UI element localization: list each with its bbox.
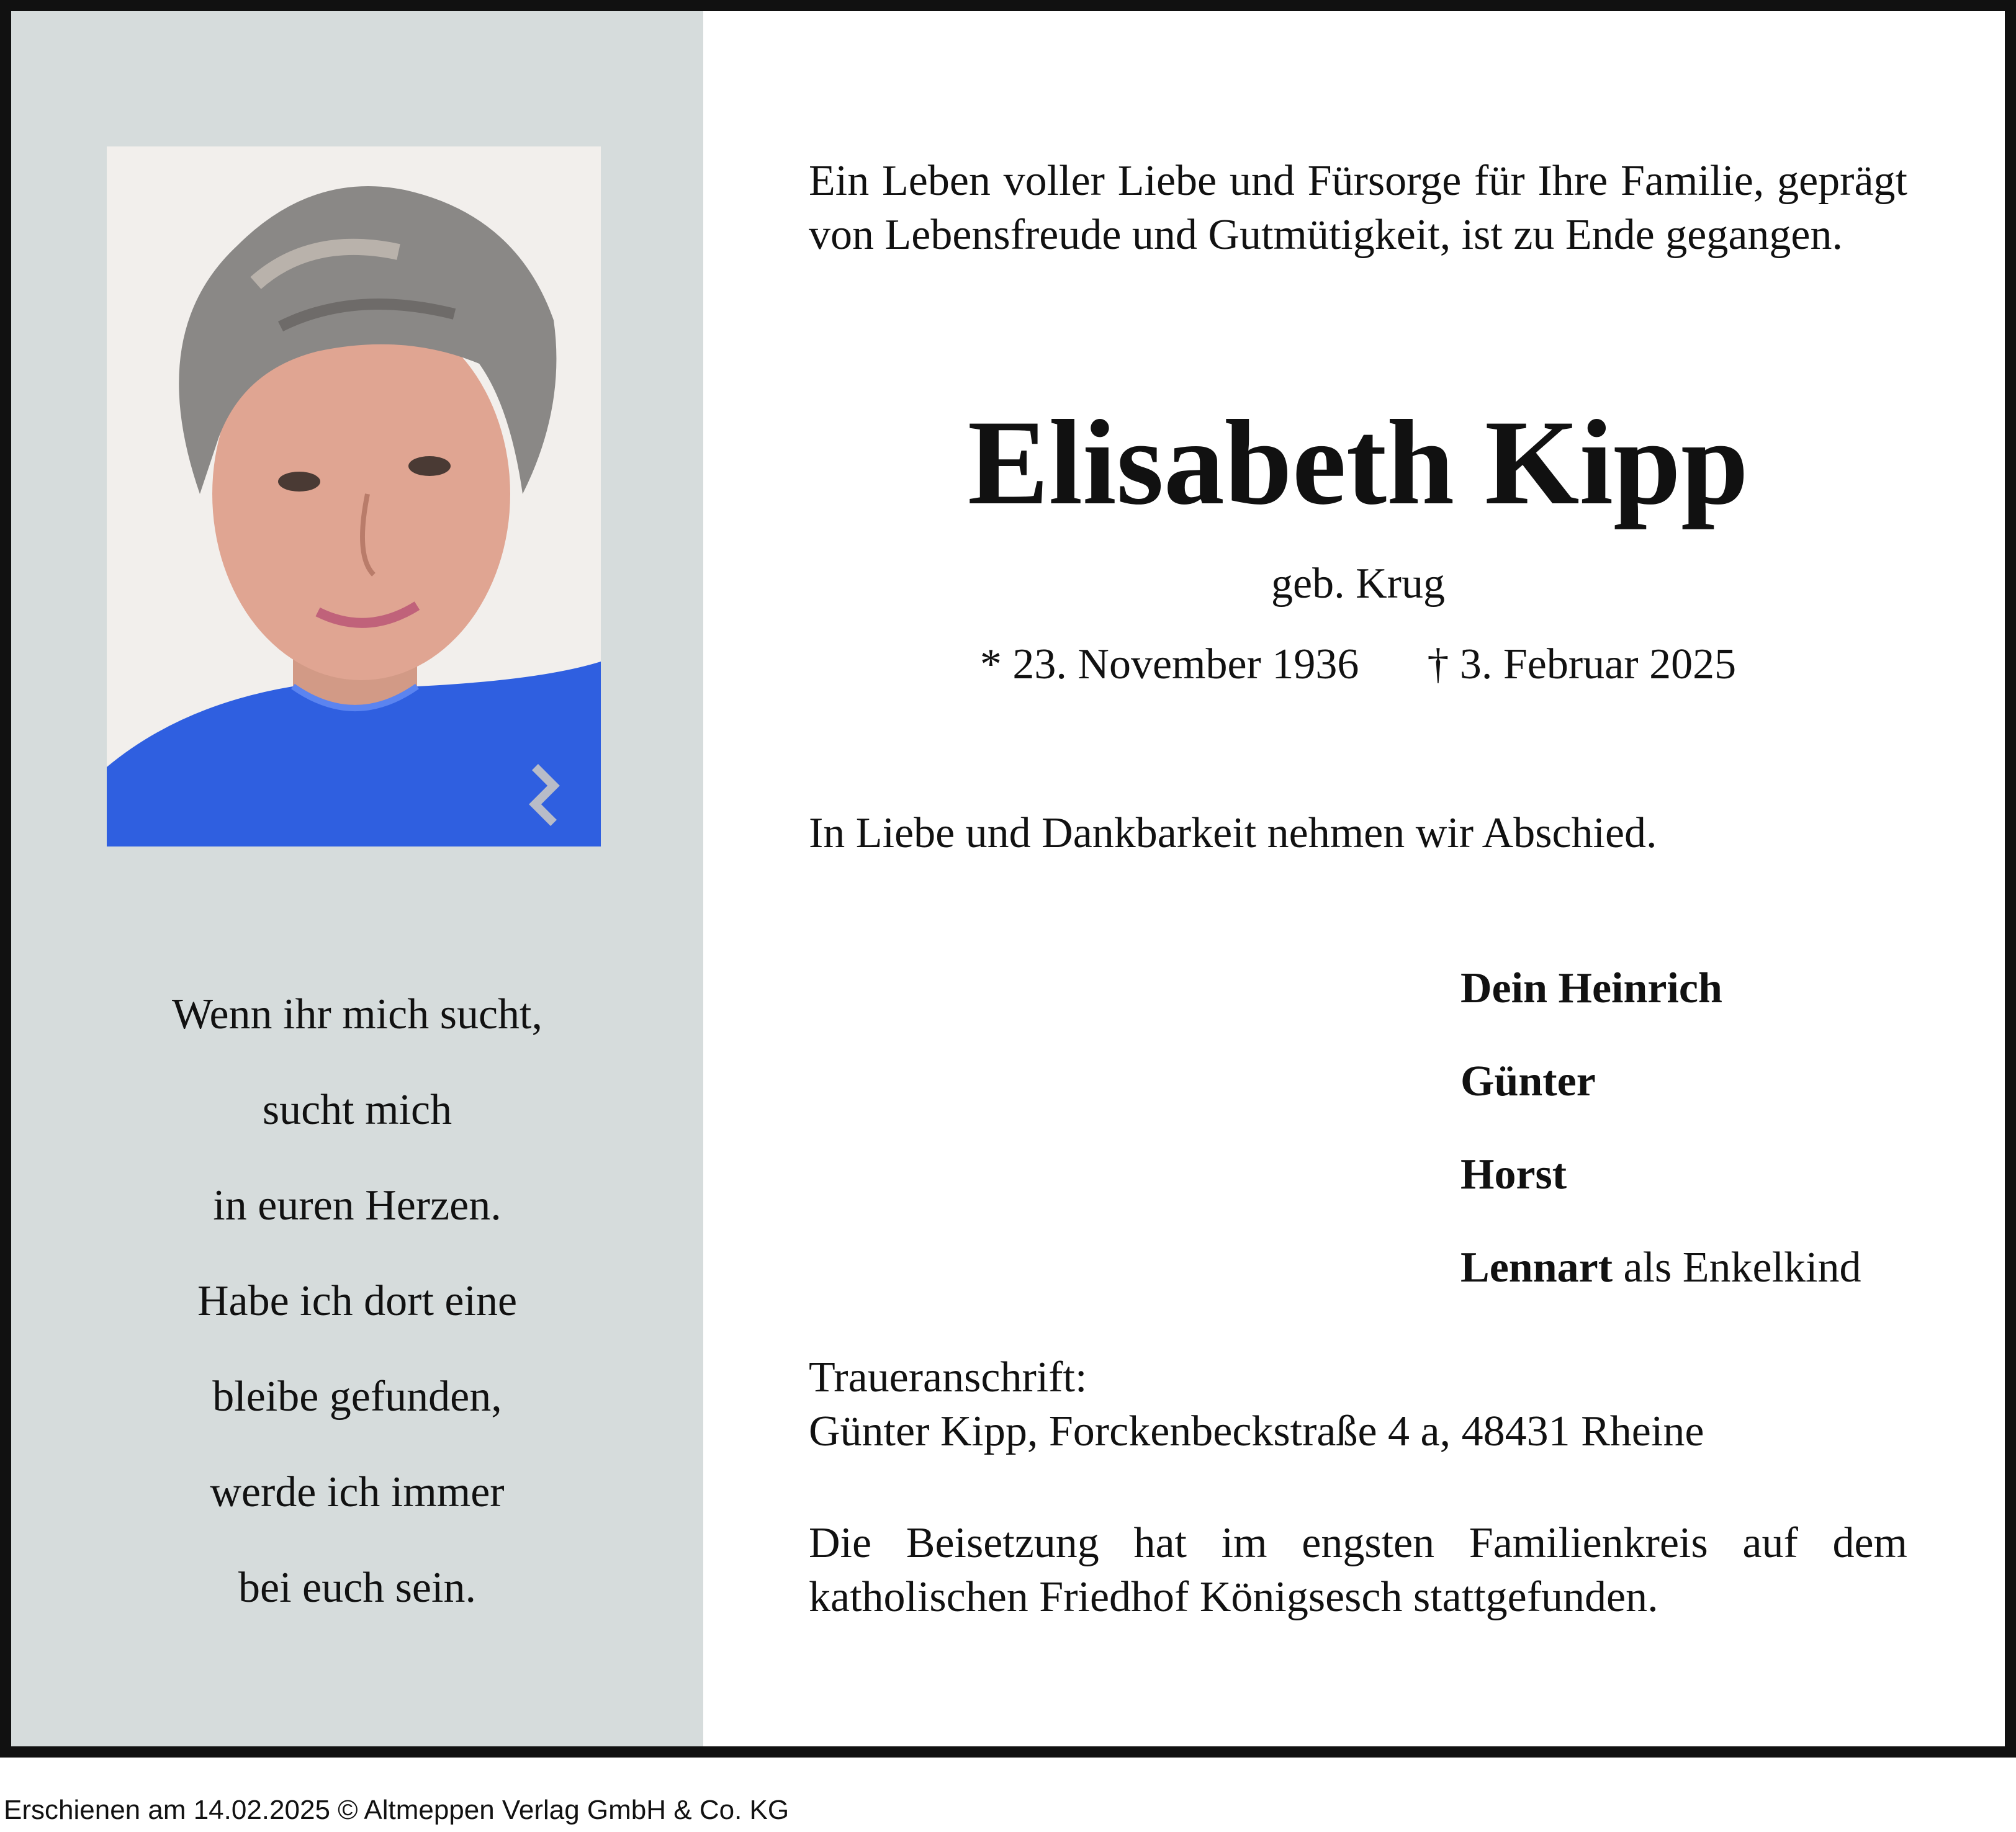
- family-list: [1460, 942, 1861, 1314]
- family-member-note: als Enkelkind: [1623, 1244, 1861, 1291]
- portrait-photo: [107, 146, 601, 846]
- poem-line: in euren Herzen.: [213, 1182, 502, 1229]
- poem: [11, 967, 703, 1636]
- family-member-name: Horst: [1460, 1151, 1567, 1198]
- poem-line: Habe ich dort eine: [197, 1277, 518, 1325]
- right-column: [809, 11, 1926, 1746]
- poem-line: bei euch sein.: [238, 1564, 476, 1612]
- maiden-name: geb. Krug: [1271, 560, 1445, 608]
- family-member-name: Günter: [1460, 1057, 1596, 1105]
- family-member-name: Lennart: [1460, 1244, 1613, 1291]
- deceased-name: Elisabeth Kipp: [967, 395, 1749, 530]
- left-panel: [11, 11, 703, 1746]
- mourning-address: [809, 1350, 1704, 1458]
- birth-date: * 23. November 1936: [979, 640, 1359, 688]
- farewell-text: In Liebe und Dankbarkeit nehmen wir Abschied.: [809, 809, 1657, 857]
- intro-text: Ein Leben voller Liebe und Fürsorge für Ihre Familie, geprägt von Lebensfreude und Gutmütigkeit, ist zu Ende gegangen.: [809, 157, 1907, 259]
- family-member-name: Dein Heinrich: [1460, 964, 1722, 1012]
- portrait-illustration: [107, 146, 601, 846]
- poem-line: sucht mich: [262, 1086, 452, 1134]
- family-member: [1460, 942, 1861, 1035]
- address-label: Traueranschrift:: [809, 1354, 1087, 1401]
- funeral-text: Die Beisetzung hat im engsten Familienkreis auf dem katholischen Friedhof Königsesch stattgefunden.: [809, 1519, 1907, 1621]
- family-member: [1460, 1035, 1861, 1128]
- family-member: [1460, 1128, 1861, 1221]
- poem-line: Wenn ihr mich sucht,: [171, 990, 543, 1038]
- poem-line: bleibe gefunden,: [212, 1373, 502, 1421]
- poem-line: werde ich immer: [210, 1468, 505, 1516]
- publication-footer: Erschienen am 14.02.2025 © Altmeppen Verlag GmbH & Co. KG: [4, 1795, 790, 1825]
- life-dates: [809, 640, 1907, 688]
- address-value: Günter Kipp, Forckenbeckstraße 4 a, 48431 Rheine: [809, 1408, 1704, 1455]
- family-member: [1460, 1221, 1861, 1314]
- death-date: † 3. Februar 2025: [1427, 640, 1737, 688]
